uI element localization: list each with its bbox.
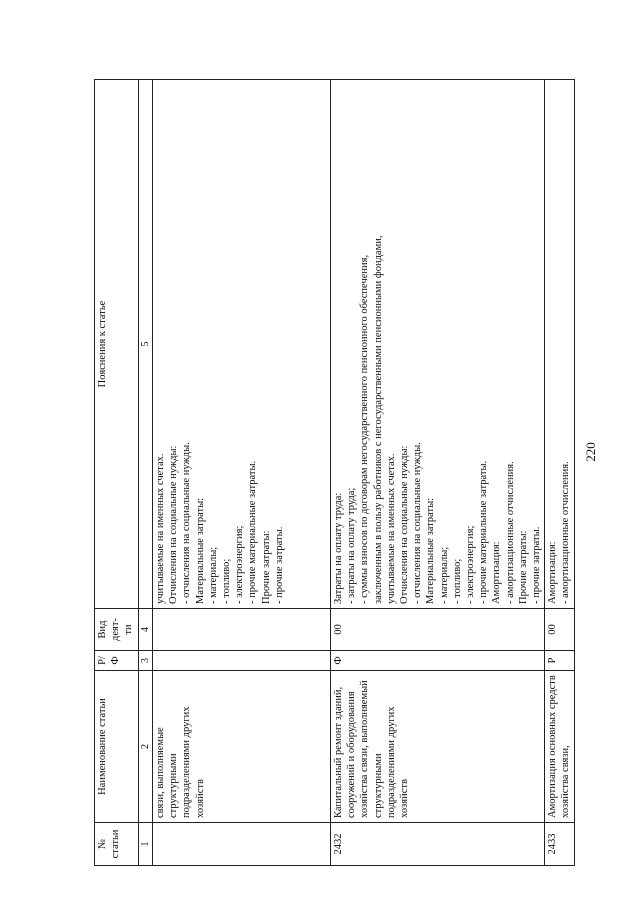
header-item-number: № статьи xyxy=(95,823,139,866)
item-activity-type: 00 xyxy=(331,609,545,651)
column-number: 1 xyxy=(139,823,153,866)
explanation-line: учитываемые на именных счетах. xyxy=(155,453,166,604)
explanation-line: учитываемые на именных счетах. xyxy=(385,453,397,604)
header-row xyxy=(95,80,139,866)
explanation-line: Материальные затраты: xyxy=(425,497,437,604)
explanation-line: заключенным в пользу работников с негосударственными пенсионными фондами, xyxy=(372,235,384,604)
page-number: 220 xyxy=(583,442,598,462)
item-name: Капитальный ремонт зданий, сооружений и оборудования хозяйства связи, выполняемый структурными подразделениями других хозяйств xyxy=(331,671,545,823)
item-explanation xyxy=(545,80,574,609)
rotated-table-container xyxy=(94,80,574,866)
table-row xyxy=(331,80,545,866)
table-row xyxy=(153,80,331,866)
cost-items-table xyxy=(94,79,575,866)
item-explanation xyxy=(153,80,331,609)
item-rf: Ф xyxy=(331,651,545,671)
explanation-line: Отчисления на социальные нужды: xyxy=(168,445,180,604)
explanation-line: - электроэнергия; xyxy=(234,525,246,604)
explanation-line: Прочие затраты: xyxy=(260,530,272,604)
item-rf xyxy=(153,651,331,671)
explanation-line: Затраты на оплату труда: xyxy=(333,492,344,604)
explanation-line: - прочие затраты. xyxy=(531,526,543,604)
column-number: 3 xyxy=(139,651,153,671)
item-name: Амортизация основных средств хозяйства связи, xyxy=(545,671,574,823)
explanation-line: - отчисления на социальные нужды. xyxy=(181,442,193,604)
header-explanations: Пояснения к статье xyxy=(95,80,139,609)
table-row xyxy=(545,80,574,866)
explanation-line: - затраты на оплату труда; xyxy=(346,487,358,604)
item-activity-type: 00 xyxy=(545,609,574,651)
explanation-line: - прочие материальные затраты. xyxy=(478,460,490,604)
explanation-line: Прочие затраты: xyxy=(517,530,529,604)
header-item-name: Наименование статьи xyxy=(95,671,139,823)
explanation-line: - суммы взносов по договорам негосударственного пенсионного обеспечения, xyxy=(359,254,371,604)
explanation-line: - отчисления на социальные нужды. xyxy=(412,442,424,604)
explanation-line: - амортизационные отчисления. xyxy=(560,461,572,604)
item-number: 2433 xyxy=(545,823,574,866)
column-number: 2 xyxy=(139,671,153,823)
explanation-line: - амортизационные отчисления. xyxy=(504,461,516,604)
explanation-line: - электроэнергия; xyxy=(465,525,477,604)
item-activity-type xyxy=(153,609,331,651)
header-activity-type: Вид деят-ти xyxy=(95,609,139,651)
item-number xyxy=(153,823,331,866)
explanation-line: Отчисления на социальные нужды: xyxy=(399,445,411,604)
explanation-line: - материалы; xyxy=(438,546,450,604)
item-explanation xyxy=(331,80,545,609)
explanation-line: - прочие затраты. xyxy=(273,526,285,604)
column-number: 4 xyxy=(139,609,153,651)
explanation-line: Амортизация: xyxy=(547,541,559,604)
explanation-line: Материальные затраты: xyxy=(194,497,206,604)
explanation-line: - материалы; xyxy=(207,546,219,604)
column-number-row xyxy=(139,80,153,866)
explanation-line: Амортизация: xyxy=(491,541,503,604)
header-rf: Р/ Ф xyxy=(95,651,139,671)
explanation-line: - прочие материальные затраты. xyxy=(247,460,259,604)
explanation-line: - топливо; xyxy=(451,558,463,604)
column-number: 5 xyxy=(139,80,153,609)
item-number: 2432 xyxy=(331,823,545,866)
explanation-line: - топливо; xyxy=(221,558,233,604)
item-rf: Р xyxy=(545,651,574,671)
item-name: связи, выполняемые структурными подразделениями других хозяйств xyxy=(153,671,331,823)
